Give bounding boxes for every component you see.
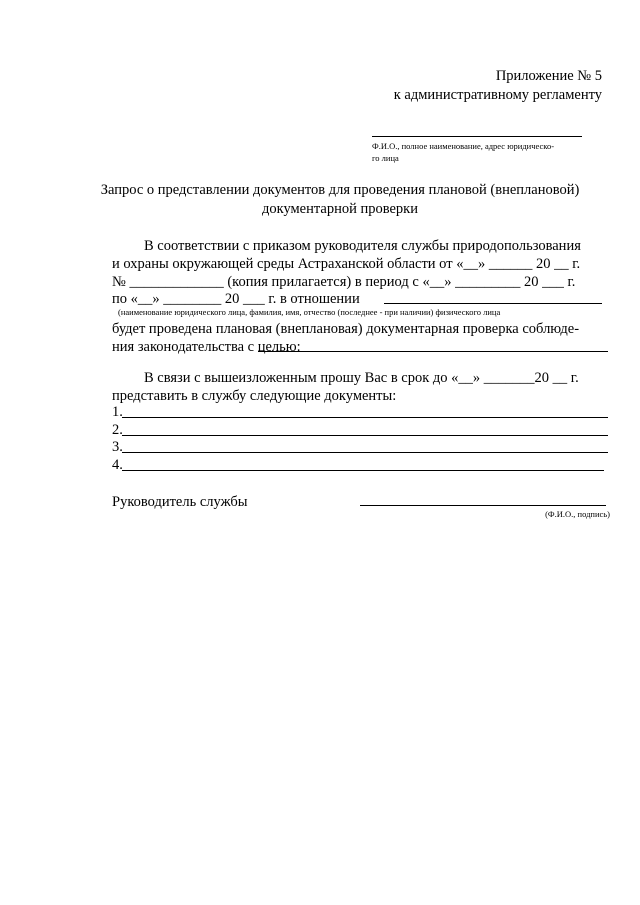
paragraph2-line-2: представить в службу следующие документы: bbox=[112, 388, 397, 404]
signature-caption: (Ф.И.О., подпись) bbox=[545, 509, 610, 519]
document-item-line-1 bbox=[122, 417, 608, 418]
paragraph2-line-1: В связи с вышеизложенным прошу Вас в срок до «__» _______20 __ г. bbox=[144, 370, 579, 386]
document-title-line-1: Запрос о представлении документов для проведения плановой (внеплановой) bbox=[100, 182, 580, 198]
subject-line bbox=[384, 303, 602, 304]
document-title-line-2: документарной проверки bbox=[261, 201, 418, 217]
document-item-number-4: 4. bbox=[112, 457, 123, 473]
recipient-caption-1: Ф.И.О., полное наименование, адрес юридическо- bbox=[372, 141, 555, 151]
paragraph1-line-5: будет проведена плановая (внеплановая) документарная проверка соблюде- bbox=[112, 321, 580, 337]
recipient-caption-2: го лица bbox=[372, 153, 399, 163]
appendix-reference: к административному регламенту bbox=[393, 87, 602, 103]
document-item-line-2 bbox=[122, 435, 608, 436]
document-item-number-1: 1. bbox=[112, 404, 123, 420]
appendix-number: Приложение № 5 bbox=[495, 68, 602, 84]
paragraph1-line-1: В соответствии с приказом руководителя службы природопользования bbox=[144, 238, 581, 254]
paragraph1-line-6: ния законодательства с целью: bbox=[112, 339, 301, 355]
document-item-number-3: 3. bbox=[112, 439, 123, 455]
purpose-line bbox=[258, 351, 608, 352]
subject-caption: (наименование юридического лица, фамилия, имя, отчество (последнее - при наличии) физического лица bbox=[118, 307, 501, 317]
recipient-line bbox=[372, 136, 582, 137]
document-item-line-3 bbox=[122, 452, 608, 453]
paragraph1-line-4: по «__» ________ 20 ___ г. в отношении bbox=[112, 291, 360, 307]
signature-label: Руководитель службы bbox=[112, 494, 248, 510]
paragraph1-line-3: № _____________ (копия прилагается) в период с «__» _________ 20 ___ г. bbox=[112, 274, 576, 290]
paragraph1-line-2: и охраны окружающей среды Астраханской области от «__» ______ 20 __ г. bbox=[112, 256, 581, 272]
signature-line bbox=[360, 505, 606, 506]
document-item-line-4 bbox=[122, 470, 604, 471]
document-item-number-2: 2. bbox=[112, 422, 123, 438]
